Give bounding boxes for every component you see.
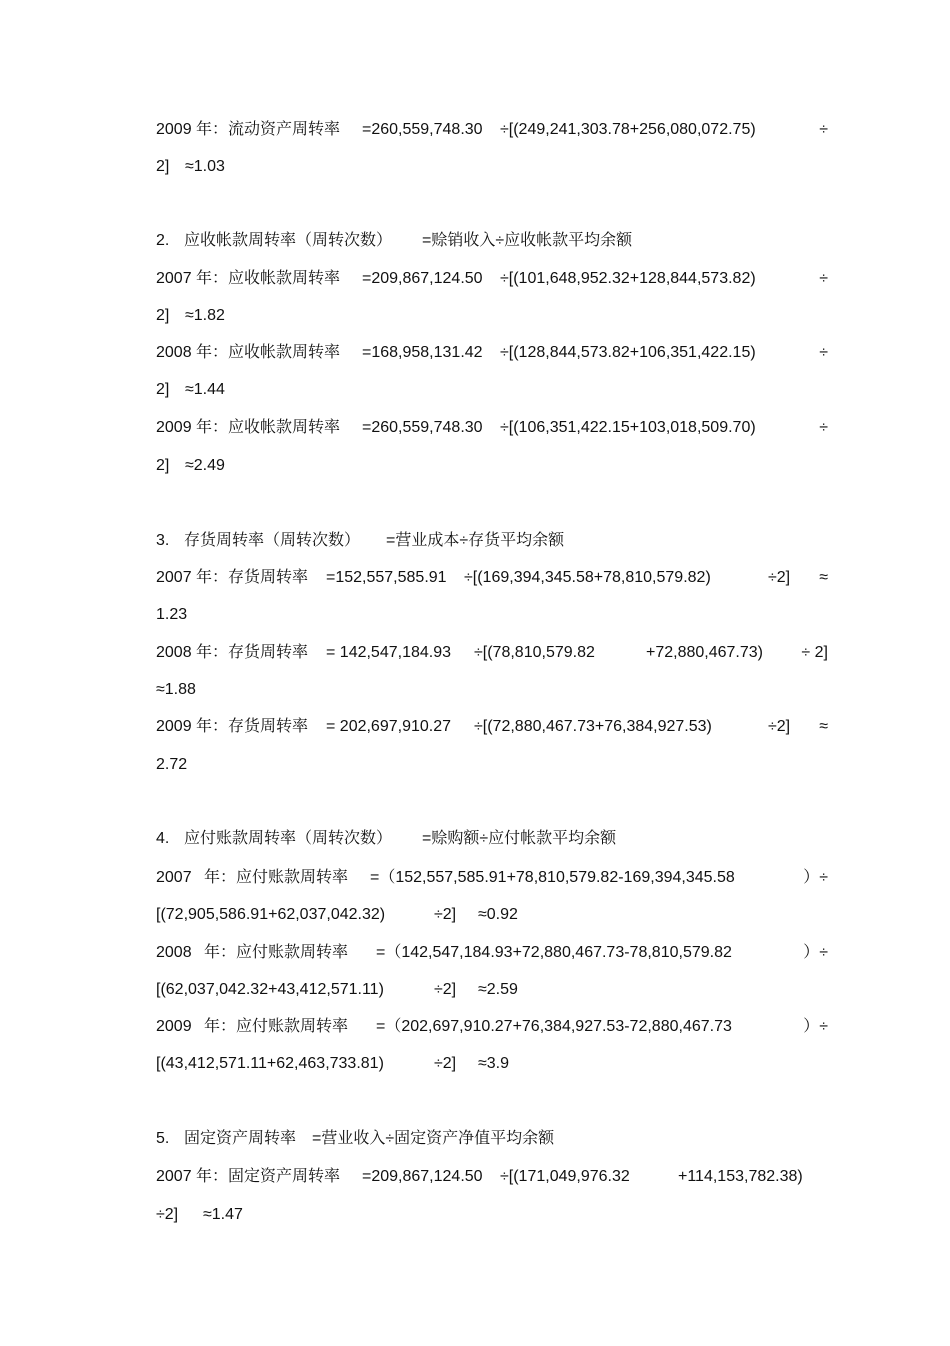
line-label: 2009 年：流动资产周转率 — [156, 121, 341, 138]
line-formula: ÷[(128,844,573.82+106,351,422.15) — [500, 344, 756, 361]
line-formula: [(72,905,586.91+62,037,042.32) — [156, 906, 386, 923]
section-number: 5. — [156, 1130, 170, 1147]
section-heading — [156, 826, 828, 852]
text-line — [156, 377, 828, 403]
text-line — [156, 154, 828, 180]
line-operator: ÷2] — [768, 569, 791, 586]
line-value: =168,958,131.42 — [362, 344, 483, 361]
text-line — [156, 1051, 828, 1077]
line-year: 2008 — [156, 944, 192, 961]
line-value: =209,867,124.50 — [362, 270, 483, 287]
line-result: ≈2.59 — [478, 981, 518, 998]
line-label: 2009 年：存货周转率 — [156, 718, 309, 735]
line-operator: ÷ — [819, 121, 828, 138]
line-operator: ）÷ — [803, 944, 828, 961]
line-label: 2008 年：应收帐款周转率 — [156, 344, 341, 361]
text-line — [156, 714, 828, 740]
line-label: 2007 年：固定资产周转率 — [156, 1168, 341, 1185]
line-operator: ÷2] — [434, 906, 457, 923]
section-heading — [156, 528, 828, 554]
section-formula: =营业收入÷固定资产净值平均余额 — [312, 1130, 555, 1147]
section-heading — [156, 1126, 828, 1152]
line-formula-cont: +114,153,782.38) — [678, 1168, 803, 1185]
line-formula-cont: +72,880,467.73) — [646, 644, 763, 661]
line-formula: ÷[(101,648,952.32+128,844,573.82) — [500, 270, 756, 287]
text-line — [156, 752, 828, 778]
line-operator: ÷2] — [434, 1055, 457, 1072]
text-line — [156, 677, 828, 703]
line-result: ≈1.82 — [185, 307, 225, 324]
section-formula: =赊购额÷应付帐款平均余额 — [422, 830, 617, 847]
line-formula: =（202,697,910.27+76,384,927.53-72,880,467.73 — [376, 1018, 732, 1035]
line-value: =260,559,748.30 — [362, 419, 483, 436]
line-operator: ÷2] — [434, 981, 457, 998]
section-title: 应付账款周转率（周转次数） — [184, 830, 393, 847]
line-value: = 142,547,184.93 — [326, 644, 452, 661]
line-operator: ）÷ — [803, 869, 828, 886]
line-result: ≈2.49 — [185, 457, 225, 474]
text-line — [156, 303, 828, 329]
section-title: 应收帐款周转率（周转次数） — [184, 232, 393, 249]
line-result: ≈1.44 — [185, 381, 225, 398]
line-label: 2] — [156, 158, 170, 175]
text-line — [156, 1014, 828, 1040]
line-formula: ÷[(249,241,303.78+256,080,072.75) — [500, 121, 756, 138]
line-operator: ÷ 2] — [801, 644, 828, 661]
line-label: 2] — [156, 307, 170, 324]
text-line — [156, 1202, 828, 1228]
text-line — [156, 865, 828, 891]
line-formula: ÷[(169,394,345.58+78,810,579.82) — [464, 569, 711, 586]
line-label: 年：应付账款周转率 — [204, 1018, 349, 1035]
line-formula: =（152,557,585.91+78,810,579.82-169,394,345.58 — [370, 869, 735, 886]
text-line — [156, 602, 828, 628]
line-operator: ÷2] — [768, 718, 791, 735]
line-label: 2] — [156, 381, 170, 398]
text-line — [156, 977, 828, 1003]
line-operator: ÷ — [819, 270, 828, 287]
line-label: 年：应付账款周转率 — [204, 944, 349, 961]
text-line — [156, 340, 828, 366]
line-approx: ≈ — [819, 718, 828, 735]
line-formula: ÷[(78,810,579.82 — [474, 644, 595, 661]
line-formula: ÷[(106,351,422.15+103,018,509.70) — [500, 419, 756, 436]
line-year: 2009 — [156, 1018, 192, 1035]
line-label: 2007 年：存货周转率 — [156, 569, 309, 586]
text-line — [156, 117, 828, 143]
line-formula: [(43,412,571.11+62,463,733.81) — [156, 1055, 384, 1072]
line-result: ≈3.9 — [478, 1055, 510, 1072]
line-label: 2008 年：存货周转率 — [156, 644, 309, 661]
section-formula: =营业成本÷存货平均余额 — [386, 532, 565, 549]
text-line — [156, 940, 828, 966]
line-formula: ÷[(171,049,976.32 — [500, 1168, 630, 1185]
line-formula: ÷[(72,880,467.73+76,384,927.53) — [474, 718, 712, 735]
text-line — [156, 453, 828, 479]
line-formula: [(62,037,042.32+43,412,571.11) — [156, 981, 384, 998]
section-number: 4. — [156, 830, 170, 847]
line-result: ≈1.03 — [185, 158, 225, 175]
line-label: 2] — [156, 457, 170, 474]
section-formula: =赊销收入÷应收帐款平均余额 — [422, 232, 633, 249]
text-line — [156, 266, 828, 292]
line-label: 2007 年：应收帐款周转率 — [156, 270, 341, 287]
line-result: ≈1.88 — [156, 681, 196, 698]
text-line — [156, 1164, 828, 1190]
section-heading — [156, 228, 828, 254]
line-label: 2009 年：应收帐款周转率 — [156, 419, 341, 436]
line-approx: ≈ — [819, 569, 828, 586]
line-value: =209,867,124.50 — [362, 1168, 483, 1185]
text-line — [156, 902, 828, 928]
section-number: 3. — [156, 532, 170, 549]
section-number: 2. — [156, 232, 170, 249]
line-year: 2007 — [156, 869, 192, 886]
text-line — [156, 415, 828, 441]
line-value: = 202,697,910.27 — [326, 718, 452, 735]
section-title: 固定资产周转率 — [184, 1130, 297, 1147]
line-operator: ÷ — [819, 419, 828, 436]
line-result: 1.23 — [156, 606, 188, 623]
line-label: 年：应付账款周转率 — [204, 869, 349, 886]
text-line — [156, 565, 828, 591]
section-title: 存货周转率（周转次数） — [184, 532, 361, 549]
line-result: ≈0.92 — [478, 906, 518, 923]
line-value: =152,557,585.91 — [326, 569, 447, 586]
line-value: =260,559,748.30 — [362, 121, 483, 138]
line-result: 2.72 — [156, 756, 188, 773]
line-formula: =（142,547,184.93+72,880,467.73-78,810,579.82 — [376, 944, 732, 961]
text-line — [156, 640, 828, 666]
line-operator: ÷2] — [156, 1206, 179, 1223]
line-operator: ）÷ — [803, 1018, 828, 1035]
line-operator: ÷ — [819, 344, 828, 361]
line-result: ≈1.47 — [203, 1206, 243, 1223]
